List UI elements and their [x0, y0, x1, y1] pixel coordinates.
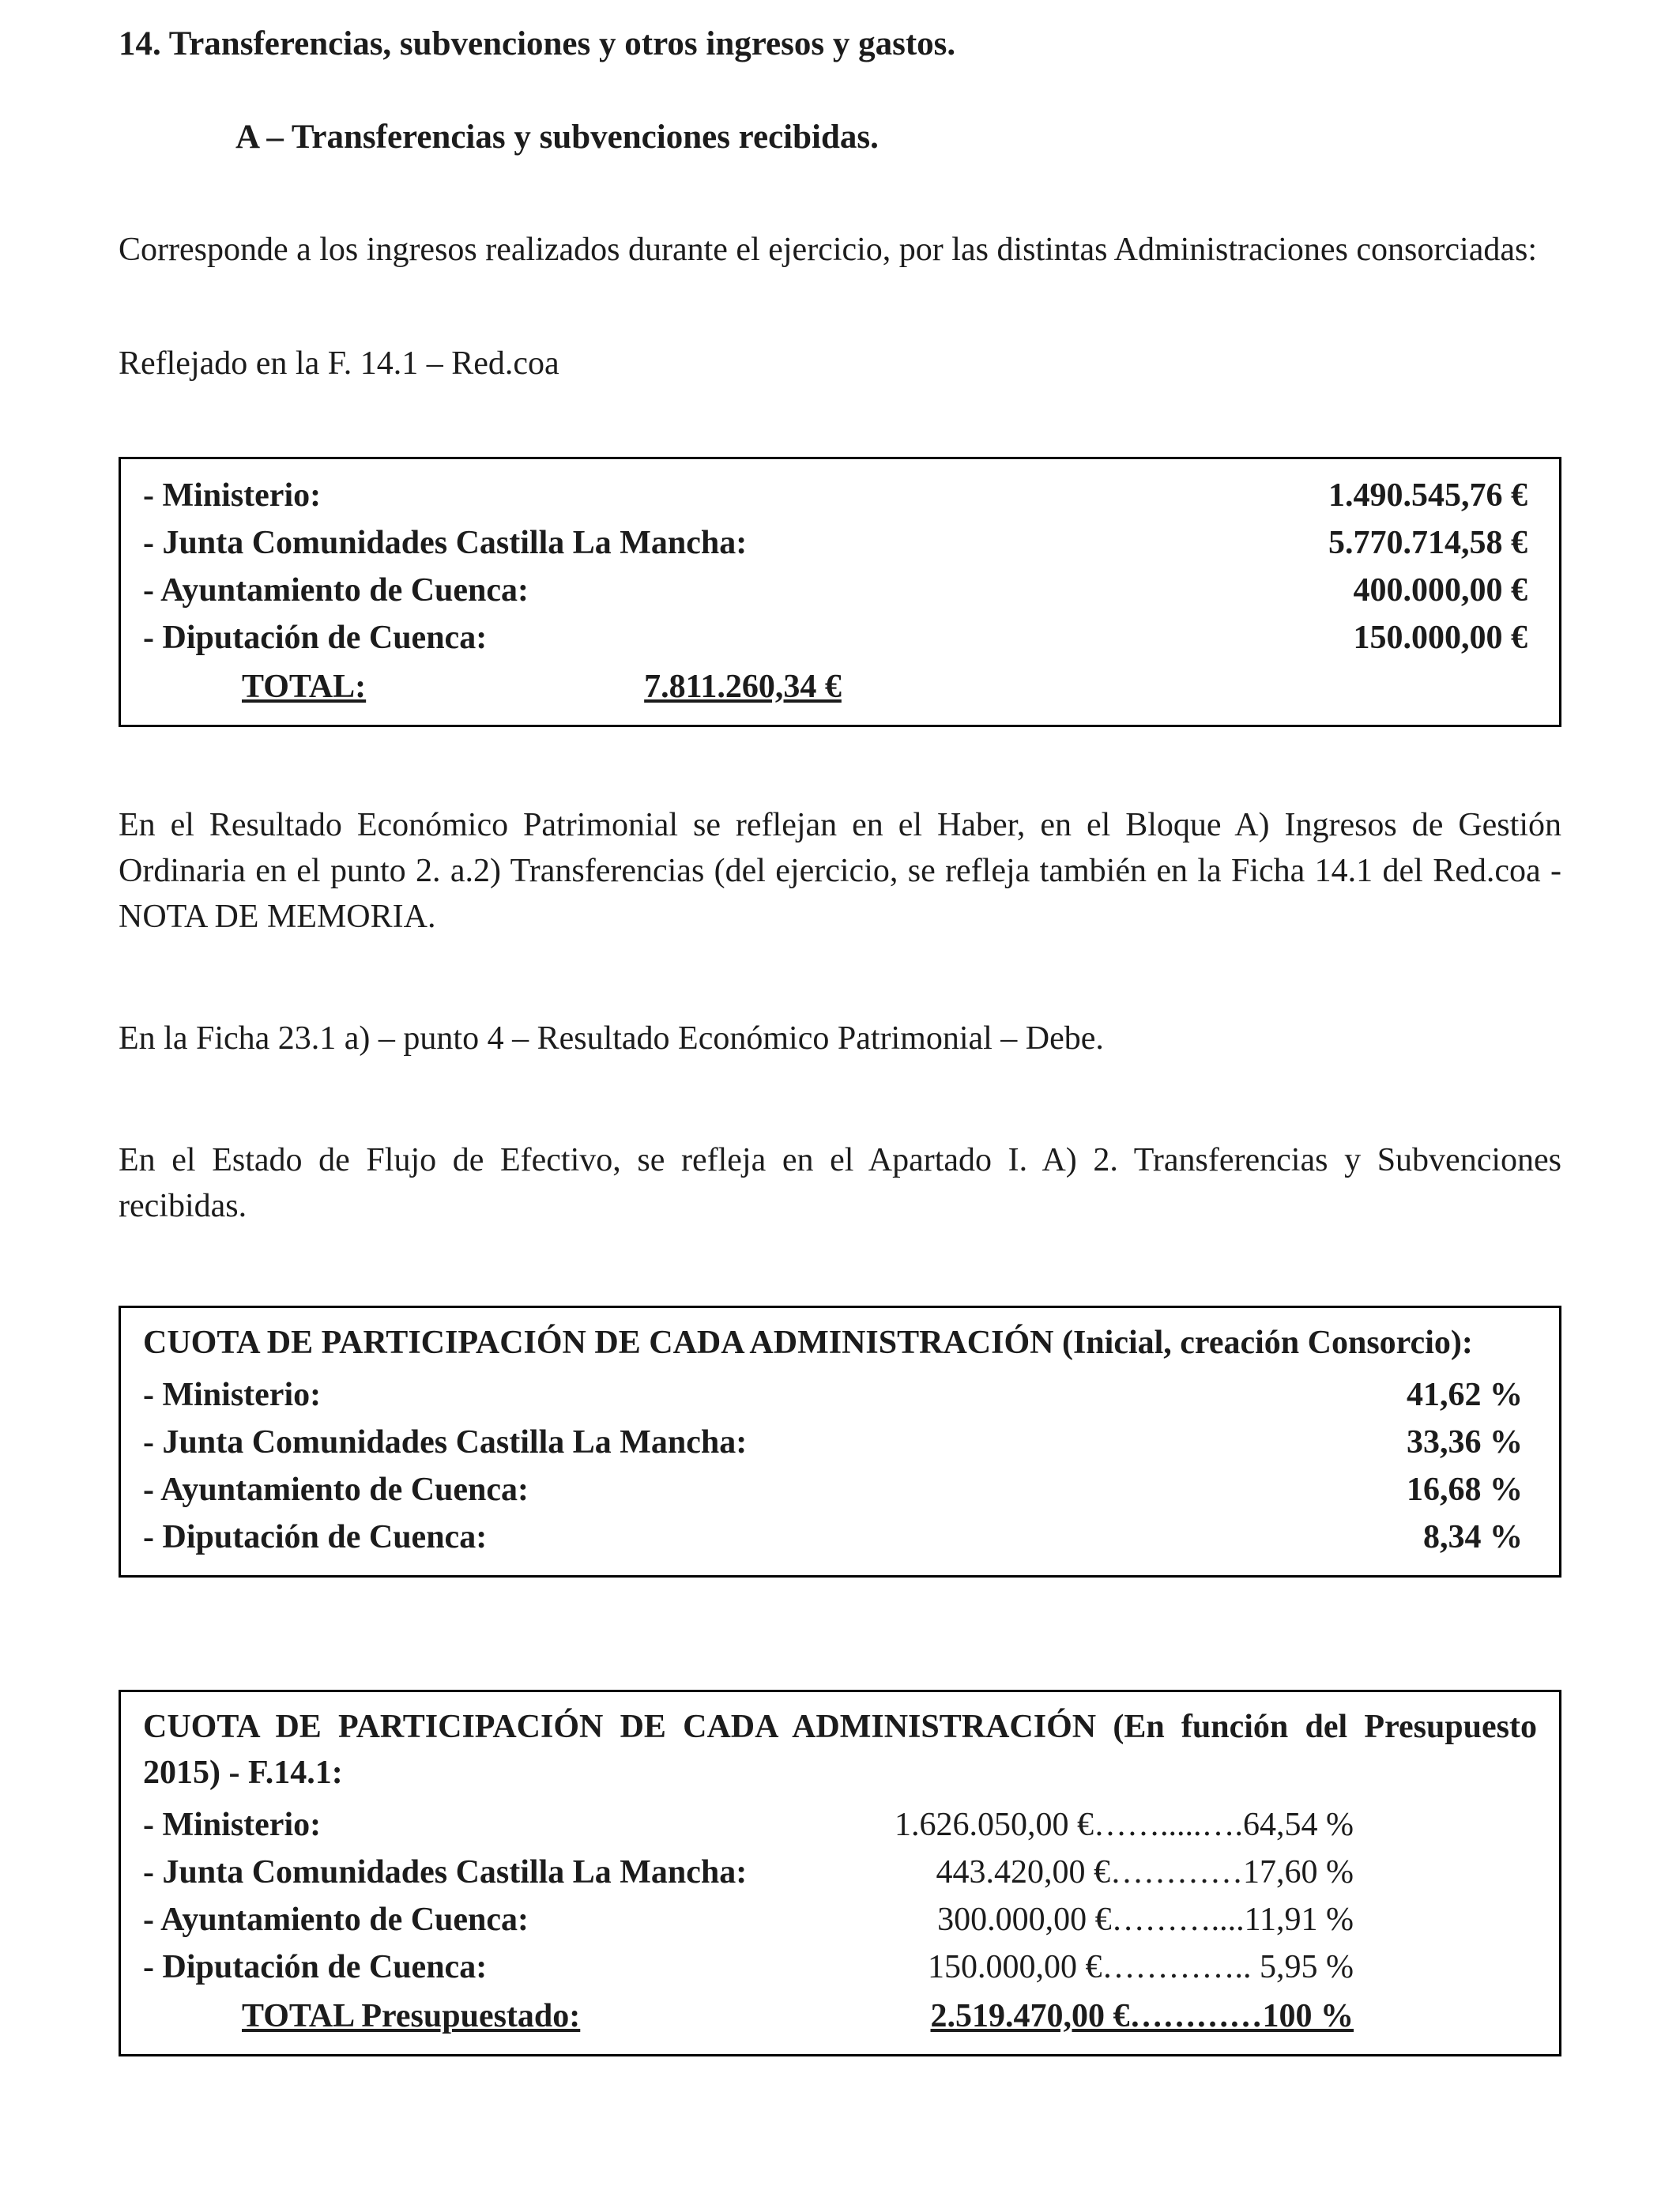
page-title: 14. Transferencias, subvenciones y otros ingresos y gastos. [119, 25, 956, 62]
paragraph-resultado: En el Resultado Económico Patrimonial se reflejan en el Haber, en el Bloque A) Ingresos de Gestión Ordinaria en el punto 2. a.2) Transferencias (del ejercicio, se refleja también en la Ficha 14.1 del Red.coa - NOTA DE MEMORIA. [119, 806, 1561, 935]
row-value: 400.000,00 € [1353, 571, 1527, 609]
table-row [143, 1849, 1537, 1896]
row-value: 443.420,00 €…………17,60 % [936, 1853, 1354, 1891]
row-label: - Ayuntamiento de Cuenca: [143, 1471, 529, 1508]
row-label: - Ministerio: [143, 477, 322, 514]
row-value: 16,68 % [1407, 1471, 1523, 1508]
table-row [143, 472, 1537, 519]
table-row [143, 1514, 1537, 1561]
total-value: 7.811.260,34 € [644, 668, 842, 705]
table-row [143, 567, 1537, 614]
row-label: - Junta Comunidades Castilla La Mancha: [143, 1423, 748, 1461]
table-row [143, 519, 1537, 567]
total-label: TOTAL: [242, 668, 367, 705]
row-value: 5.770.714,58 € [1328, 524, 1527, 561]
paragraph-ficha: En la Ficha 23.1 a) – punto 4 – Resultado Económico Patrimonial – Debe. [119, 1020, 1104, 1057]
participation-budget-box [119, 1690, 1561, 2056]
total-row [143, 663, 1537, 711]
section-subtitle: A – Transferencias y subvenciones recibidas. [235, 118, 879, 156]
row-value: 1.626.050,00 €…….....….64,54 % [895, 1806, 1354, 1843]
row-label: - Diputación de Cuenca: [143, 619, 488, 656]
table-row [143, 614, 1537, 662]
table-row [143, 1943, 1537, 1991]
row-value: 150.000,00 €………….. 5,95 % [928, 1948, 1354, 1985]
box-heading: CUOTA DE PARTICIPACIÓN DE CADA ADMINISTRACIÓN (Inicial, creación Consorcio): [143, 1324, 1473, 1361]
row-label: - Diputación de Cuenca: [143, 1518, 488, 1555]
paragraph-reference: Reflejado en la F. 14.1 – Red.coa [119, 345, 559, 382]
table-row [143, 1371, 1537, 1419]
total-value: 2.519.470,00 €…………100 % [930, 1997, 1354, 2034]
row-value: 150.000,00 € [1353, 619, 1527, 656]
row-label: - Diputación de Cuenca: [143, 1948, 488, 1985]
row-label: - Ayuntamiento de Cuenca: [143, 571, 529, 609]
participation-initial-box [119, 1306, 1561, 1578]
total-label: TOTAL Presupuestado: [242, 1997, 581, 2034]
row-value: 8,34 % [1423, 1518, 1523, 1555]
row-value: 33,36 % [1407, 1423, 1523, 1461]
table-row [143, 1419, 1537, 1466]
row-label: - Ministerio: [143, 1806, 322, 1843]
row-label: - Ministerio: [143, 1376, 322, 1413]
row-value: 300.000,00 €………....11,91 % [937, 1901, 1354, 1938]
row-label: - Junta Comunidades Castilla La Mancha: [143, 524, 748, 561]
row-value: 41,62 % [1407, 1376, 1523, 1413]
row-label: - Junta Comunidades Castilla La Mancha: [143, 1853, 748, 1891]
box-heading: CUOTA DE PARTICIPACIÓN DE CADA ADMINISTRACIÓN (En función del Presupuesto 2015) - F.14.1: [143, 1708, 1537, 1791]
row-value: 1.490.545,76 € [1328, 477, 1527, 514]
row-label: - Ayuntamiento de Cuenca: [143, 1901, 529, 1938]
paragraph-intro: Corresponde a los ingresos realizados durante el ejercicio, por las distintas Administraciones consorciadas: [119, 231, 1537, 268]
paragraph-flujo: En el Estado de Flujo de Efectivo, se refleja en el Apartado I. A) 2. Transferencias y Subvenciones recibidas. [119, 1141, 1561, 1224]
total-row [143, 1992, 1537, 2040]
table-row [143, 1466, 1537, 1514]
table-row [143, 1801, 1537, 1849]
transfers-received-box [119, 457, 1561, 727]
table-row [143, 1896, 1537, 1943]
